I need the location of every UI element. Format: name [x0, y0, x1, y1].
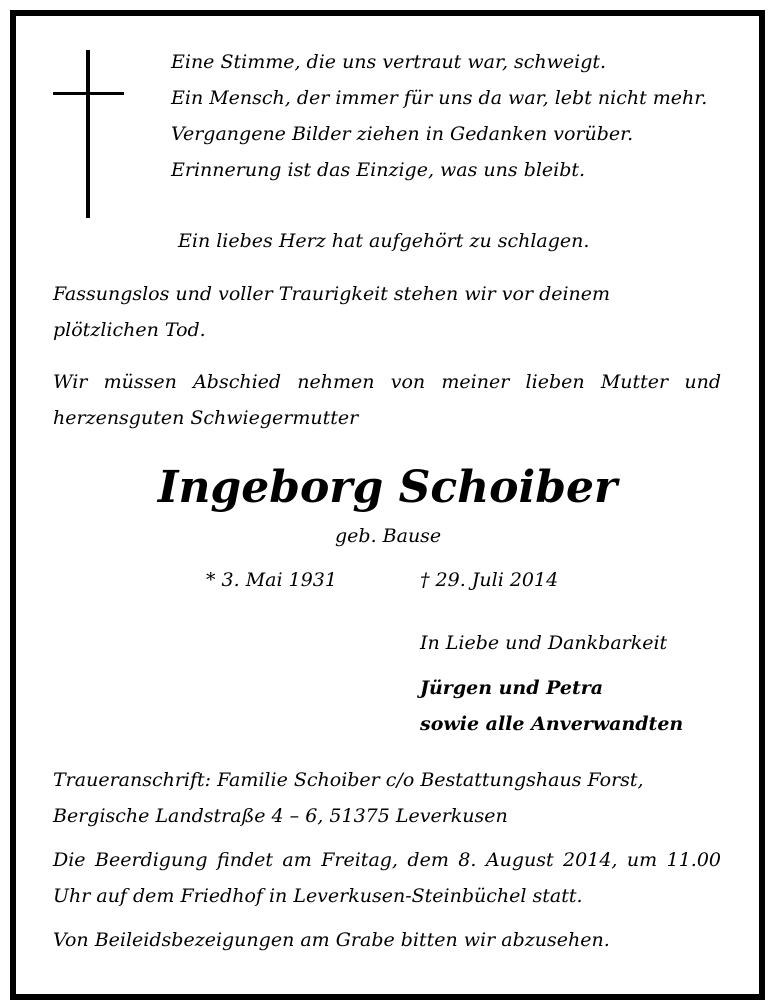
poem-line: Vergangene Bilder ziehen in Gedanken vorüber. — [171, 123, 634, 145]
poem-line: Ein Mensch, der immer für uns da war, lebt nicht mehr. — [171, 87, 708, 109]
birth-date: * 3. Mai 1931 — [206, 569, 337, 591]
mourner-line: Jürgen und Petra — [420, 677, 604, 699]
address-line: Bergische Landstraße 4 – 6, 51375 Leverkusen — [53, 805, 508, 827]
condolence-note: Von Beileidsbezeigungen am Grabe bitten wir abzusehen. — [53, 929, 610, 951]
intro-paragraph-2: Wir müssen Abschied nehmen von meiner lieben Mutter und herzensguten Schwiegermutter — [53, 371, 721, 429]
deceased-name: Ingeborg Schoiber — [157, 462, 618, 513]
intro-paragraph-1: Fassungslos und voller Traurigkeit stehen wir vor deinem plötzlichen Tod. — [53, 283, 611, 341]
address-block — [53, 762, 644, 834]
death-date: † 29. Juli 2014 — [420, 569, 559, 591]
funeral-info: Die Beerdigung findet am Freitag, dem 8. August 2014, um 11.00 Uhr auf dem Friedhof in Leverkusen-Steinbüchel statt. — [53, 849, 721, 907]
thanks-line: In Liebe und Dankbarkeit — [420, 632, 668, 654]
poem-line: Erinnerung ist das Einzige, was uns bleibt. — [171, 159, 586, 181]
mourners — [420, 670, 683, 742]
maiden-name: geb. Bause — [335, 525, 442, 547]
poem — [171, 44, 707, 188]
heart-line: Ein liebes Herz hat aufgehört zu schlagen. — [178, 230, 590, 252]
mourner-line: sowie alle Anverwandten — [420, 713, 684, 735]
poem-line: Eine Stimme, die uns vertraut war, schweigt. — [171, 51, 607, 73]
address-line: Traueranschrift: Familie Schoiber c/o Bestattungshaus Forst, — [53, 769, 644, 791]
